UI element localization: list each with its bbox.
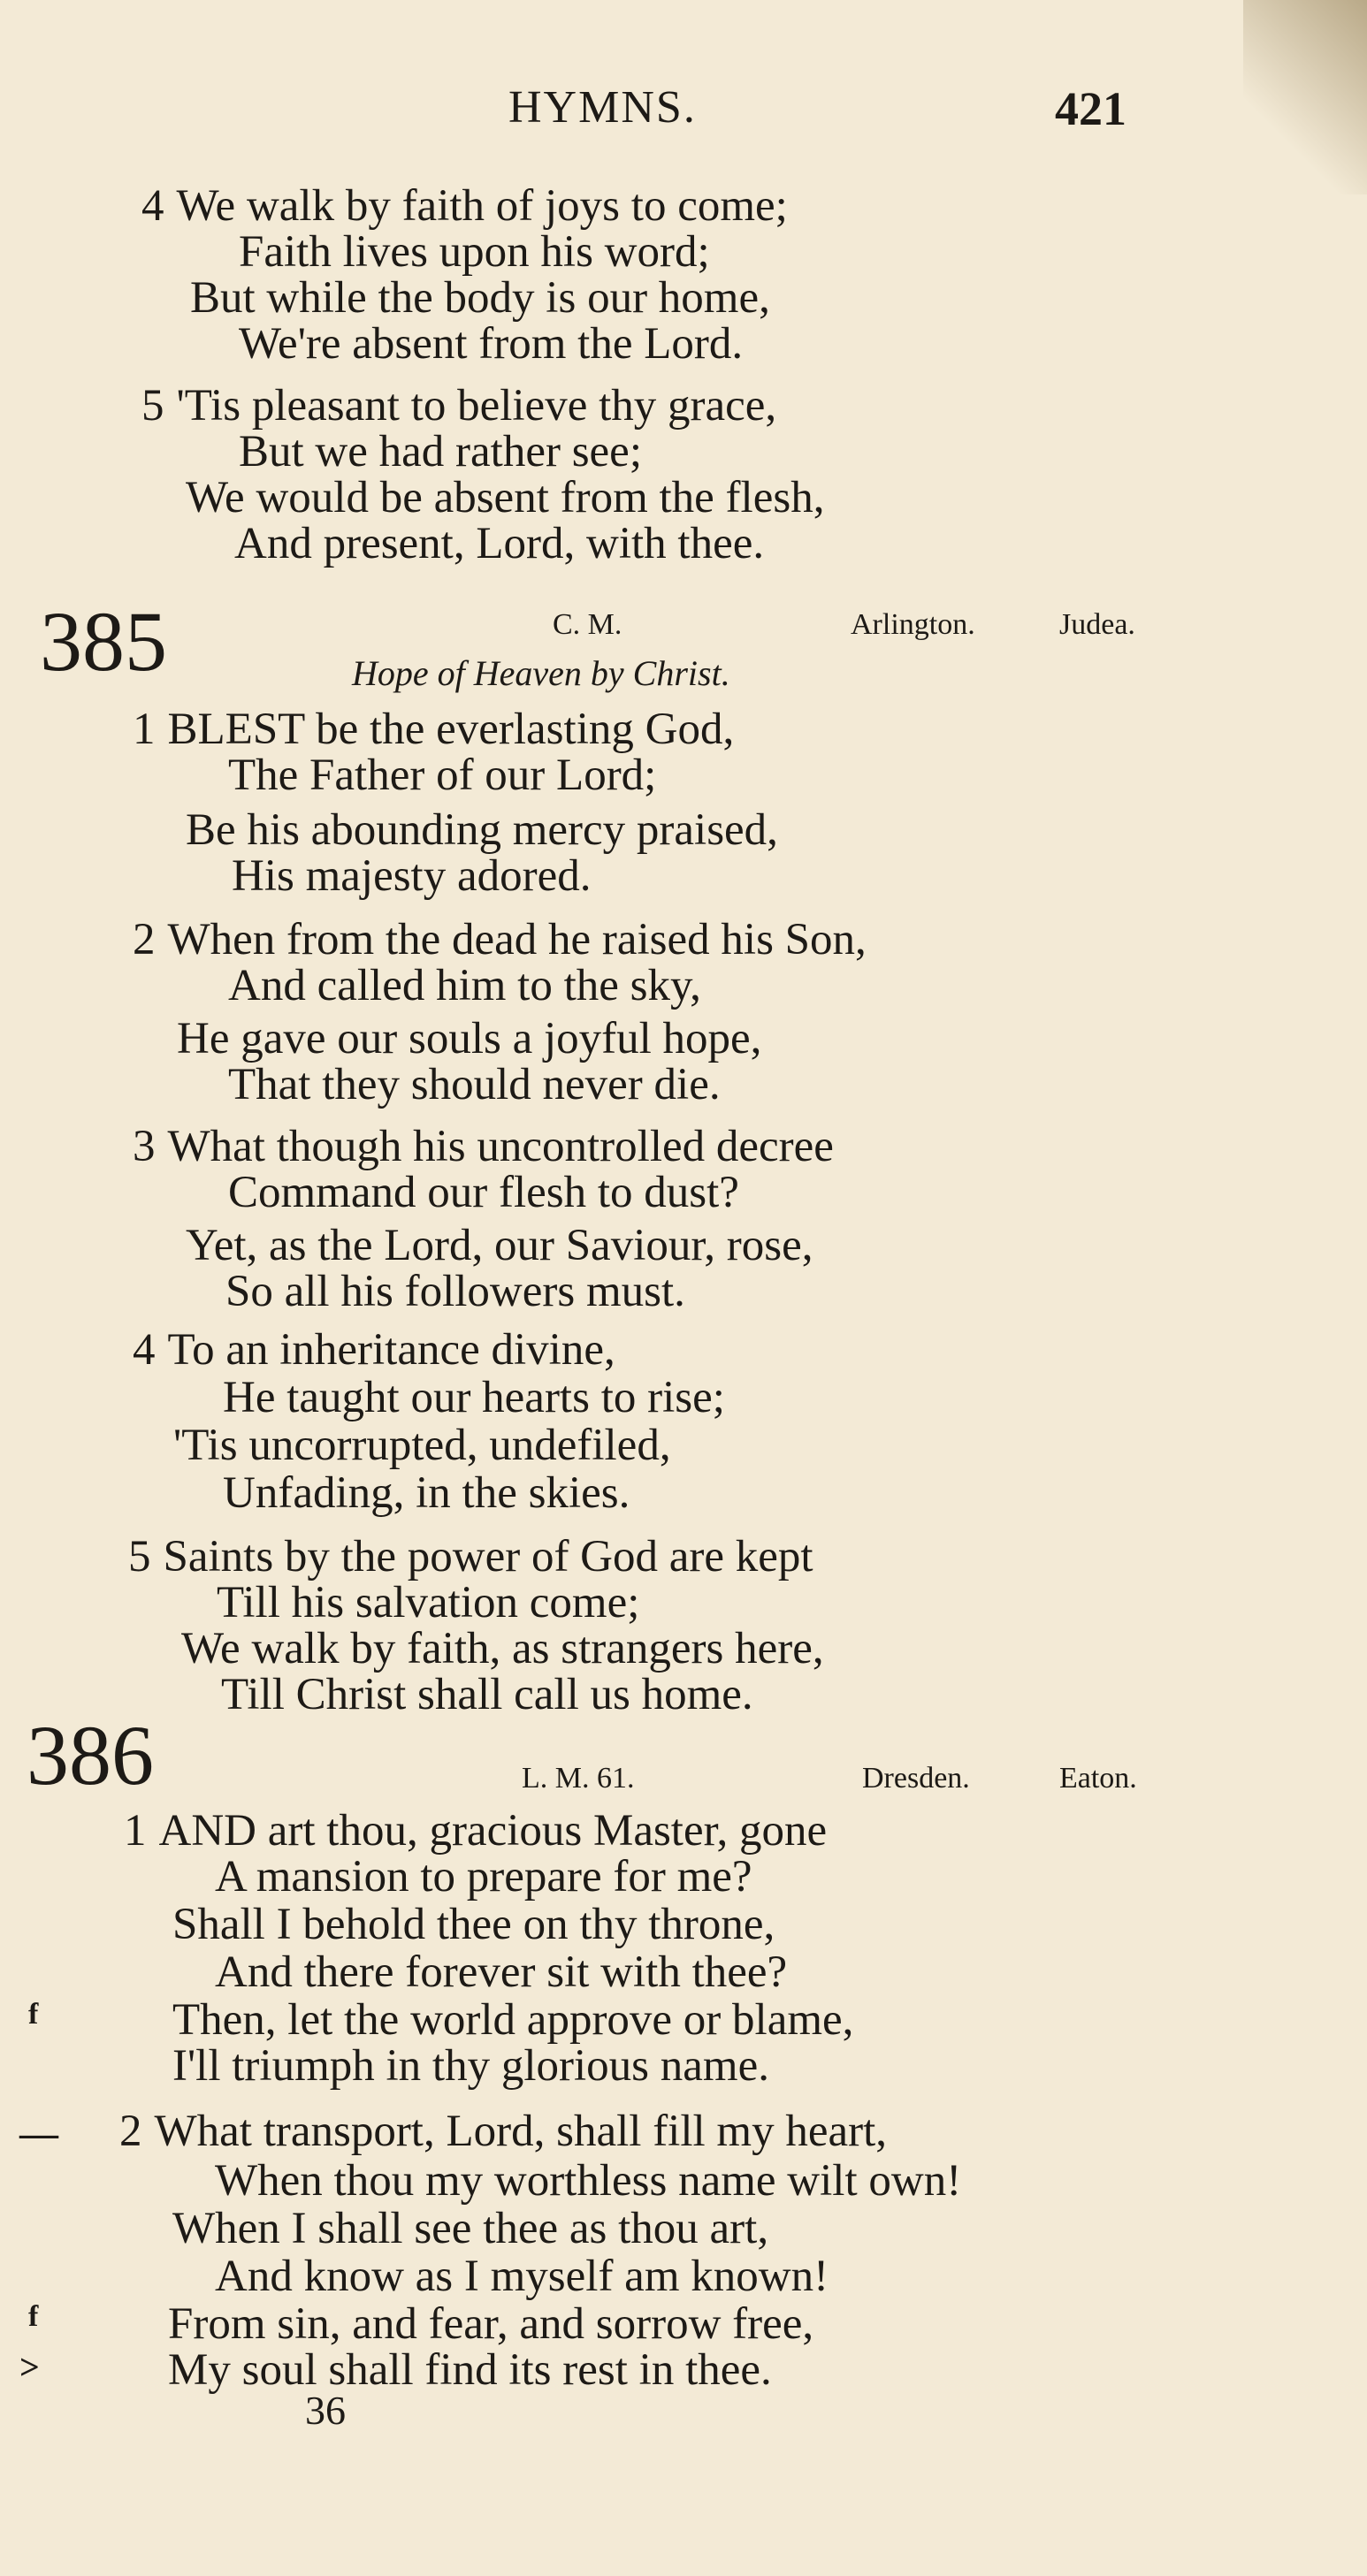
verse-number: 1: [124, 1806, 147, 1856]
dynamic-mark: f: [28, 1998, 39, 2031]
verse-line: And there forever sit with thee?: [215, 1947, 788, 1997]
dynamic-mark: >: [19, 2347, 40, 2387]
tune-name: Judea.: [1059, 608, 1135, 641]
verse-line: 5 'Tis pleasant to believe thy grace,: [141, 381, 777, 431]
verse-number: 2: [133, 915, 156, 964]
verse-line: 3 What though his uncontrolled decree: [133, 1122, 834, 1171]
hymn-number: 385: [40, 594, 167, 689]
verse-line: Be his abounding mercy praised,: [186, 805, 778, 855]
verse-line: Till Christ shall call us home.: [221, 1670, 753, 1719]
meter: L. M. 61.: [522, 1762, 635, 1795]
verse-line: My soul shall find its rest in thee.: [168, 2345, 772, 2395]
verse-line: But we had rather see;: [239, 427, 642, 476]
verse-line: When I shall see thee as thou art,: [172, 2204, 769, 2253]
verse-line: He gave our souls a joyful hope,: [177, 1014, 762, 1063]
verse-line: He taught our hearts to rise;: [223, 1373, 725, 1422]
verse-line: 'Tis uncorrupted, undefiled,: [173, 1421, 671, 1470]
tune-name: Eaton.: [1059, 1762, 1137, 1795]
verse-line: So all his followers must.: [225, 1267, 685, 1316]
verse-line: 2 What transport, Lord, shall fill my heart,: [119, 2107, 888, 2156]
verse-line: The Father of our Lord;: [228, 751, 657, 800]
signature-mark: 36: [305, 2388, 346, 2433]
verse-line: 1 BLEST be the everlasting God,: [133, 705, 735, 754]
verse-line: I'll triumph in thy glorious name.: [172, 2041, 769, 2091]
verse-line: Till his salvation come;: [217, 1578, 640, 1627]
verse-number: 5: [128, 1532, 151, 1581]
verse-line: But while the body is our home,: [190, 273, 770, 323]
verse-number: 1: [133, 705, 156, 754]
meter: C. M.: [553, 608, 622, 641]
verse-line: 1 AND art thou, gracious Master, gone: [124, 1806, 828, 1856]
verse-line: We would be absent from the flesh,: [186, 473, 825, 522]
verse-line: Unfading, in the skies.: [223, 1468, 630, 1518]
verse-number: 2: [119, 2107, 142, 2156]
hymn-subtitle: Hope of Heaven by Christ.: [352, 653, 730, 693]
tune-name: Arlington.: [851, 608, 975, 641]
verse-line: 5 Saints by the power of God are kept: [128, 1532, 813, 1581]
verse-line: Then, let the world approve or blame,: [172, 1995, 854, 2045]
verse-line: And know as I myself am known!: [215, 2252, 829, 2301]
dynamic-mark: —: [19, 2112, 58, 2155]
verse-line: That they should never die.: [228, 1060, 721, 1109]
verse-line: Yet, as the Lord, our Saviour, rose,: [186, 1221, 813, 1270]
verse-line: From sin, and fear, and sorrow free,: [168, 2299, 814, 2349]
verse-line: A mansion to prepare for me?: [215, 1852, 752, 1902]
verse-line: 4 We walk by faith of joys to come;: [141, 181, 788, 231]
verse-line: And called him to the sky,: [228, 961, 701, 1010]
dynamic-mark: f: [28, 2300, 39, 2333]
verse-line: His majesty adored.: [232, 851, 592, 901]
verse-number: 4: [133, 1325, 156, 1375]
verse-line: Faith lives upon his word;: [239, 227, 710, 277]
verse-line: When thou my worthless name wilt own!: [215, 2156, 962, 2206]
verse-number: 3: [133, 1122, 156, 1171]
tune-name: Dresden.: [862, 1762, 970, 1795]
verse-line: We're absent from the Lord.: [239, 319, 744, 369]
verse-line: 2 When from the dead he raised his Son,: [133, 915, 867, 964]
verse-number: 5: [141, 381, 164, 431]
verse-line: And present, Lord, with thee.: [234, 519, 765, 568]
verse-line: Command our flesh to dust?: [228, 1168, 739, 1217]
running-head: HYMNS.: [508, 82, 697, 133]
verse-number: 4: [141, 181, 164, 231]
verse-line: We walk by faith, as strangers here,: [181, 1624, 824, 1673]
page-number: 421: [1055, 82, 1126, 135]
verse-line: Shall I behold thee on thy throne,: [172, 1900, 775, 1949]
hymn-number: 386: [27, 1708, 154, 1802]
verse-line: 4 To an inheritance divine,: [133, 1325, 615, 1375]
